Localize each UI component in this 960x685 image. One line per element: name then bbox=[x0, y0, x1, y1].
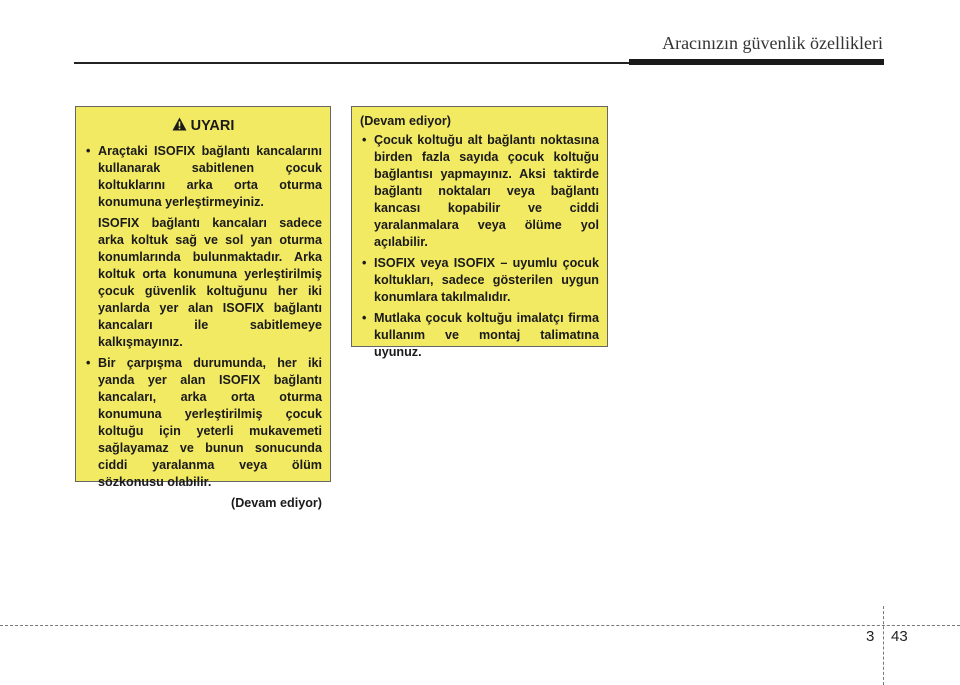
list-item: • Bir çarpışma durumunda, her iki yanda yer alan ISOFIX bağlantı kancaları, arka orta oturma konumuna yerleştirilmiş çocuk koltuğu için yeterli mukavemeti sağlayamaz ve bunun sonucunda ciddi yaralanma veya ölüm sözkonusu olabilir. bbox=[84, 355, 322, 491]
warning-box-right bbox=[351, 106, 608, 359]
page-number-divider bbox=[883, 606, 884, 685]
warning-triangle-icon bbox=[172, 117, 187, 136]
warning-box-left bbox=[75, 106, 331, 510]
warning-list-left bbox=[84, 143, 322, 211]
continued-label: (Devam ediyor) bbox=[360, 114, 451, 128]
list-item: • Araçtaki ISOFIX bağlantı kancalarını kullanarak sabitlenen çocuk koltuklarını arka orta oturma konumuna yerleştirmeyiniz. bbox=[84, 143, 322, 211]
header-rule-accent bbox=[629, 59, 884, 65]
chapter-number: 3 bbox=[866, 628, 875, 645]
list-item: • Mutlaka çocuk koltuğu imalatçı firma kullanım ve montaj talimatına uyunuz. bbox=[360, 310, 599, 361]
continued-label: (Devam ediyor) bbox=[231, 496, 322, 510]
warning-list-left-2 bbox=[84, 355, 322, 491]
warning-heading-text: UYARI bbox=[190, 118, 235, 134]
list-item: • Çocuk koltuğu alt bağlantı noktasına birden fazla sayıda çocuk koltuğu bağlantısı yapmayınız. Aksi taktirde bağlantı noktaları veya bağlantı kancası kopabilir ve ciddi yaralanmalara veya ölüme yol açılabilir. bbox=[360, 132, 599, 251]
footer-rule bbox=[0, 625, 960, 626]
list-item: • ISOFIX veya ISOFIX – uyumlu çocuk koltukları, sadece gösterilen uygun konumlara takılmalıdır. bbox=[360, 255, 599, 306]
warning-paragraph: ISOFIX bağlantı kancaları sadece arka koltuk sağ ve sol yan oturma konumlarında bulunmaktadır. Arka koltuk orta konumuna yerleştirilmiş çocuk güvenlik koltuğunu her iki yanlarda yer alan ISOFIX bağlantı kancaları ile sabitlemeye kalkışmayınız. bbox=[98, 216, 322, 349]
warning-list-right bbox=[360, 132, 599, 361]
page-header-title: Aracınızın güvenlik özellikleri bbox=[662, 33, 883, 53]
warning-heading bbox=[84, 117, 322, 136]
page-number: 43 bbox=[891, 628, 908, 645]
